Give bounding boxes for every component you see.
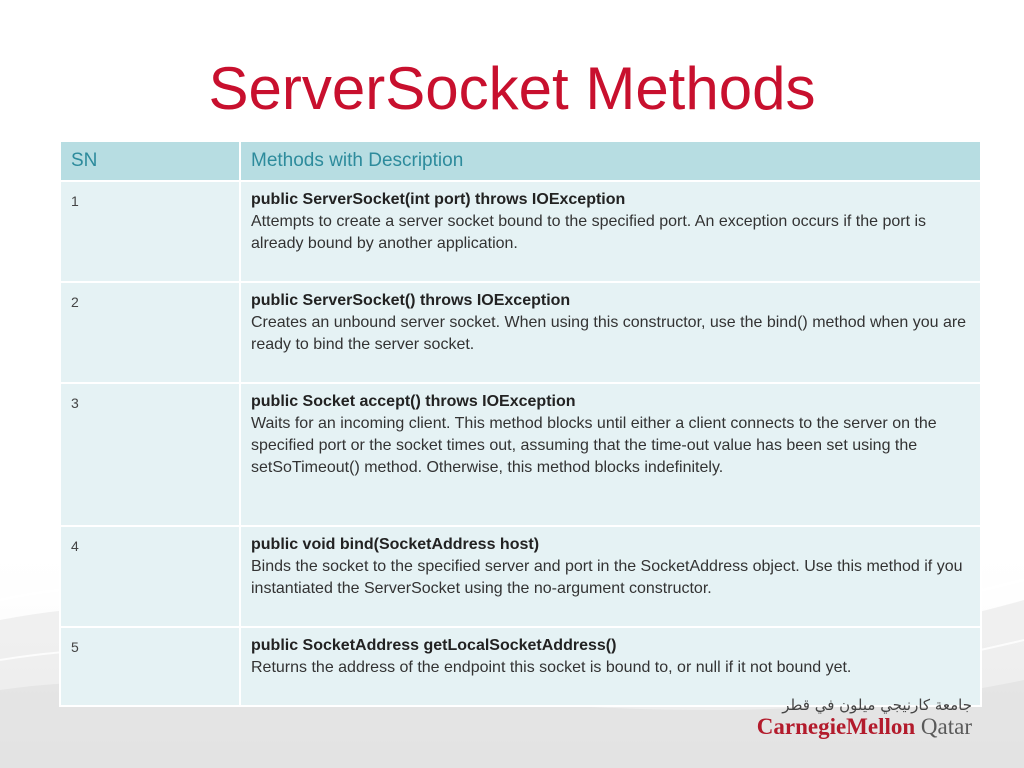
table-row bbox=[60, 282, 981, 383]
row-sn: 4 bbox=[60, 526, 240, 627]
table-header-row bbox=[60, 141, 981, 181]
row-sn: 3 bbox=[60, 383, 240, 526]
table-row bbox=[60, 526, 981, 627]
row-sn: 5 bbox=[60, 627, 240, 706]
logo-qatar: Qatar bbox=[920, 714, 972, 739]
method-description: Creates an unbound server socket. When using this constructor, use the bind() method when you are ready to bind the server socket. bbox=[251, 314, 967, 353]
slide-title: ServerSocket Methods bbox=[208, 55, 816, 122]
logo-arabic-text: جامعة كارنيجي ميلون في قطر bbox=[782, 696, 972, 714]
method-description: Waits for an incoming client. This method blocks until either a client connects to the server on the specified port or the socket times out, assuming that the time-out value has been set using the setSoTimeout() method. Otherwise, this method blocks indefinitely. bbox=[251, 415, 937, 476]
logo-wordmark bbox=[757, 714, 972, 740]
table-row bbox=[60, 627, 981, 706]
method-signature: public void bind(SocketAddress host) bbox=[251, 536, 540, 553]
method-description: Binds the socket to the specified server and port in the SocketAddress object. Use this method if you instantiated the ServerSocket using the no-argument constructor. bbox=[251, 558, 963, 597]
row-sn: 2 bbox=[60, 282, 240, 383]
method-description: Returns the address of the endpoint this socket is bound to, or null if it not bound yet. bbox=[251, 659, 852, 676]
table-row bbox=[60, 181, 981, 282]
row-method-cell bbox=[240, 383, 981, 526]
row-method-cell bbox=[240, 627, 981, 706]
table-row bbox=[60, 383, 981, 526]
method-signature: public ServerSocket() throws IOException bbox=[251, 292, 571, 309]
row-sn: 1 bbox=[60, 181, 240, 282]
method-signature: public SocketAddress getLocalSocketAddress() bbox=[251, 637, 617, 654]
method-description: Attempts to create a server socket bound to the specified port. An exception occurs if the port is already bound by another application. bbox=[251, 213, 927, 252]
header-sn: SN bbox=[60, 141, 240, 181]
row-method-cell bbox=[240, 526, 981, 627]
method-signature: public Socket accept() throws IOException bbox=[251, 393, 576, 410]
logo-carnegie-mellon: CarnegieMellon bbox=[756, 714, 916, 739]
method-signature: public ServerSocket(int port) throws IOException bbox=[251, 191, 626, 208]
row-method-cell bbox=[240, 282, 981, 383]
methods-table bbox=[59, 140, 982, 707]
cmu-qatar-logo bbox=[757, 696, 972, 740]
header-methods: Methods with Description bbox=[240, 141, 981, 181]
row-method-cell bbox=[240, 181, 981, 282]
